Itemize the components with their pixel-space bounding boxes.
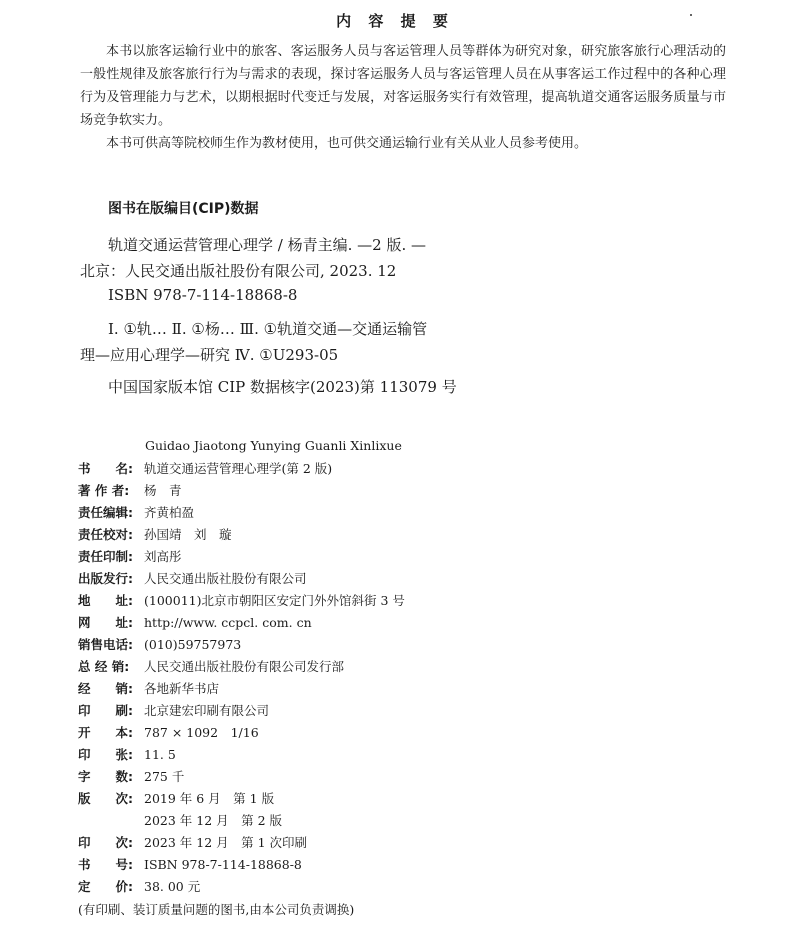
summary-paragraph-1: 本书以旅客运输行业中的旅客、客运服务人员与客运管理人员等群体为研究对象，研究旅客旅行心理活动的一般性规律及旅客旅行行为与需求的表现，探讨客运服务人员与客运管理人员在从事客运工作过程中的各种心理行为及管理能力与艺术，以期根据时代变迁与发展，对客运服务实行有效管理，提高轨道交通客运服务质量与市场竞争软实力。 — [80, 44, 726, 128]
info-label: 开 本: — [78, 725, 133, 740]
info-value: http://www. ccpcl. com. cn — [144, 614, 312, 630]
cip-line-6: 中国国家版本馆 CIP 数据核字(2023)第 113079 号 — [108, 378, 457, 396]
info-row-printing — [78, 832, 307, 852]
info-value: 2023 年 12 月 第 2 版 — [144, 813, 283, 828]
info-value: 787 × 1092 1/16 — [144, 725, 259, 740]
info-row-address — [78, 590, 405, 610]
info-label: 网 址: — [78, 615, 133, 630]
summary-paragraph-2: 本书可供高等院校师生作为教材使用，也可供交通运输行业有关从业人员参考使用。 — [106, 136, 588, 151]
info-label: 销售电话: — [78, 637, 133, 652]
info-value: ISBN 978-7-114-18868-8 — [144, 856, 302, 872]
info-row-distributor — [78, 678, 219, 698]
info-value: 孙国靖 刘 璇 — [144, 527, 232, 542]
cip-line-3: ISBN 978-7-114-18868-8 — [108, 286, 298, 304]
info-row-proofreader — [78, 524, 232, 544]
info-row-phone — [78, 634, 241, 654]
info-label: 印 次: — [78, 835, 133, 850]
info-label: 印 张: — [78, 747, 133, 762]
info-value: 2023 年 12 月 第 1 次印刷 — [144, 835, 308, 850]
info-value: 人民交通出版社股份有限公司发行部 — [144, 659, 345, 674]
info-label: 印 刷: — [78, 703, 133, 718]
info-row-title — [78, 458, 332, 478]
info-label: 出版发行: — [78, 571, 133, 586]
info-value: 轨道交通运营管理心理学(第 2 版) — [144, 461, 333, 476]
info-value: (100011)北京市朝阳区安定门外外馆斜街 3 号 — [144, 593, 405, 608]
info-value: 北京建宏印刷有限公司 — [144, 703, 270, 718]
info-row-format — [78, 722, 259, 742]
info-label: 责任校对: — [78, 527, 133, 542]
info-row-website — [78, 612, 312, 632]
info-label: 总 经 销: — [78, 659, 130, 674]
info-row-editor — [78, 502, 194, 522]
info-value: 杨 青 — [144, 483, 182, 498]
info-value: 刘高彤 — [144, 549, 182, 564]
info-value: 38. 00 元 — [144, 879, 201, 894]
cip-line-2: 北京：人民交通出版社股份有限公司, 2023. 12 — [80, 262, 397, 280]
info-row-price — [78, 876, 200, 896]
info-value: 275 千 — [144, 769, 185, 784]
info-row-word-count — [78, 766, 184, 786]
info-label: 书 号: — [78, 857, 133, 872]
cip-line-1: 轨道交通运营管理心理学 / 杨青主编. —2 版. — — [108, 236, 426, 254]
info-row-isbn — [78, 854, 302, 874]
info-value: 人民交通出版社股份有限公司 — [144, 571, 307, 586]
info-label: 地 址: — [78, 593, 133, 608]
info-row-print-supervisor — [78, 546, 182, 566]
info-row-printer — [78, 700, 269, 720]
info-value: 11. 5 — [144, 746, 176, 762]
info-row-sheets — [78, 744, 176, 764]
cip-title: 图书在版编目(CIP)数据 — [108, 201, 259, 217]
info-label: 著 作 者: — [78, 483, 130, 498]
info-value: (010)59757973 — [144, 636, 242, 652]
info-row-author — [78, 480, 182, 500]
info-label: 版 次: — [78, 791, 133, 806]
info-label: 字 数: — [78, 769, 133, 784]
info-label: 定 价: — [78, 879, 133, 894]
info-row-edition-2 — [78, 810, 282, 830]
info-value: 各地新华书店 — [144, 681, 220, 696]
pinyin-title: Guidao Jiaotong Yunying Guanli Xinlixue — [145, 438, 402, 453]
cip-line-5: 理—应用心理学—研究 Ⅳ. ①U293-05 — [80, 346, 339, 364]
cip-line-4: Ⅰ. ①轨… Ⅱ. ①杨… Ⅲ. ①轨道交通—交通运输管 — [108, 320, 428, 338]
quality-note: (有印刷、装订质量问题的图书,由本公司负责调换) — [78, 902, 355, 917]
summary-title: 内 容 提 要 — [336, 12, 454, 30]
info-label: 书 名: — [78, 461, 133, 476]
info-row-general-distributor — [78, 656, 344, 676]
info-row-edition — [78, 788, 274, 808]
info-label: 责任印制: — [78, 549, 133, 564]
info-value: 齐黄柏盈 — [144, 505, 195, 520]
info-label: 经 销: — [78, 681, 133, 696]
info-value: 2019 年 6 月 第 1 版 — [144, 791, 275, 806]
info-label: 责任编辑: — [78, 505, 133, 520]
info-row-publisher — [78, 568, 307, 588]
